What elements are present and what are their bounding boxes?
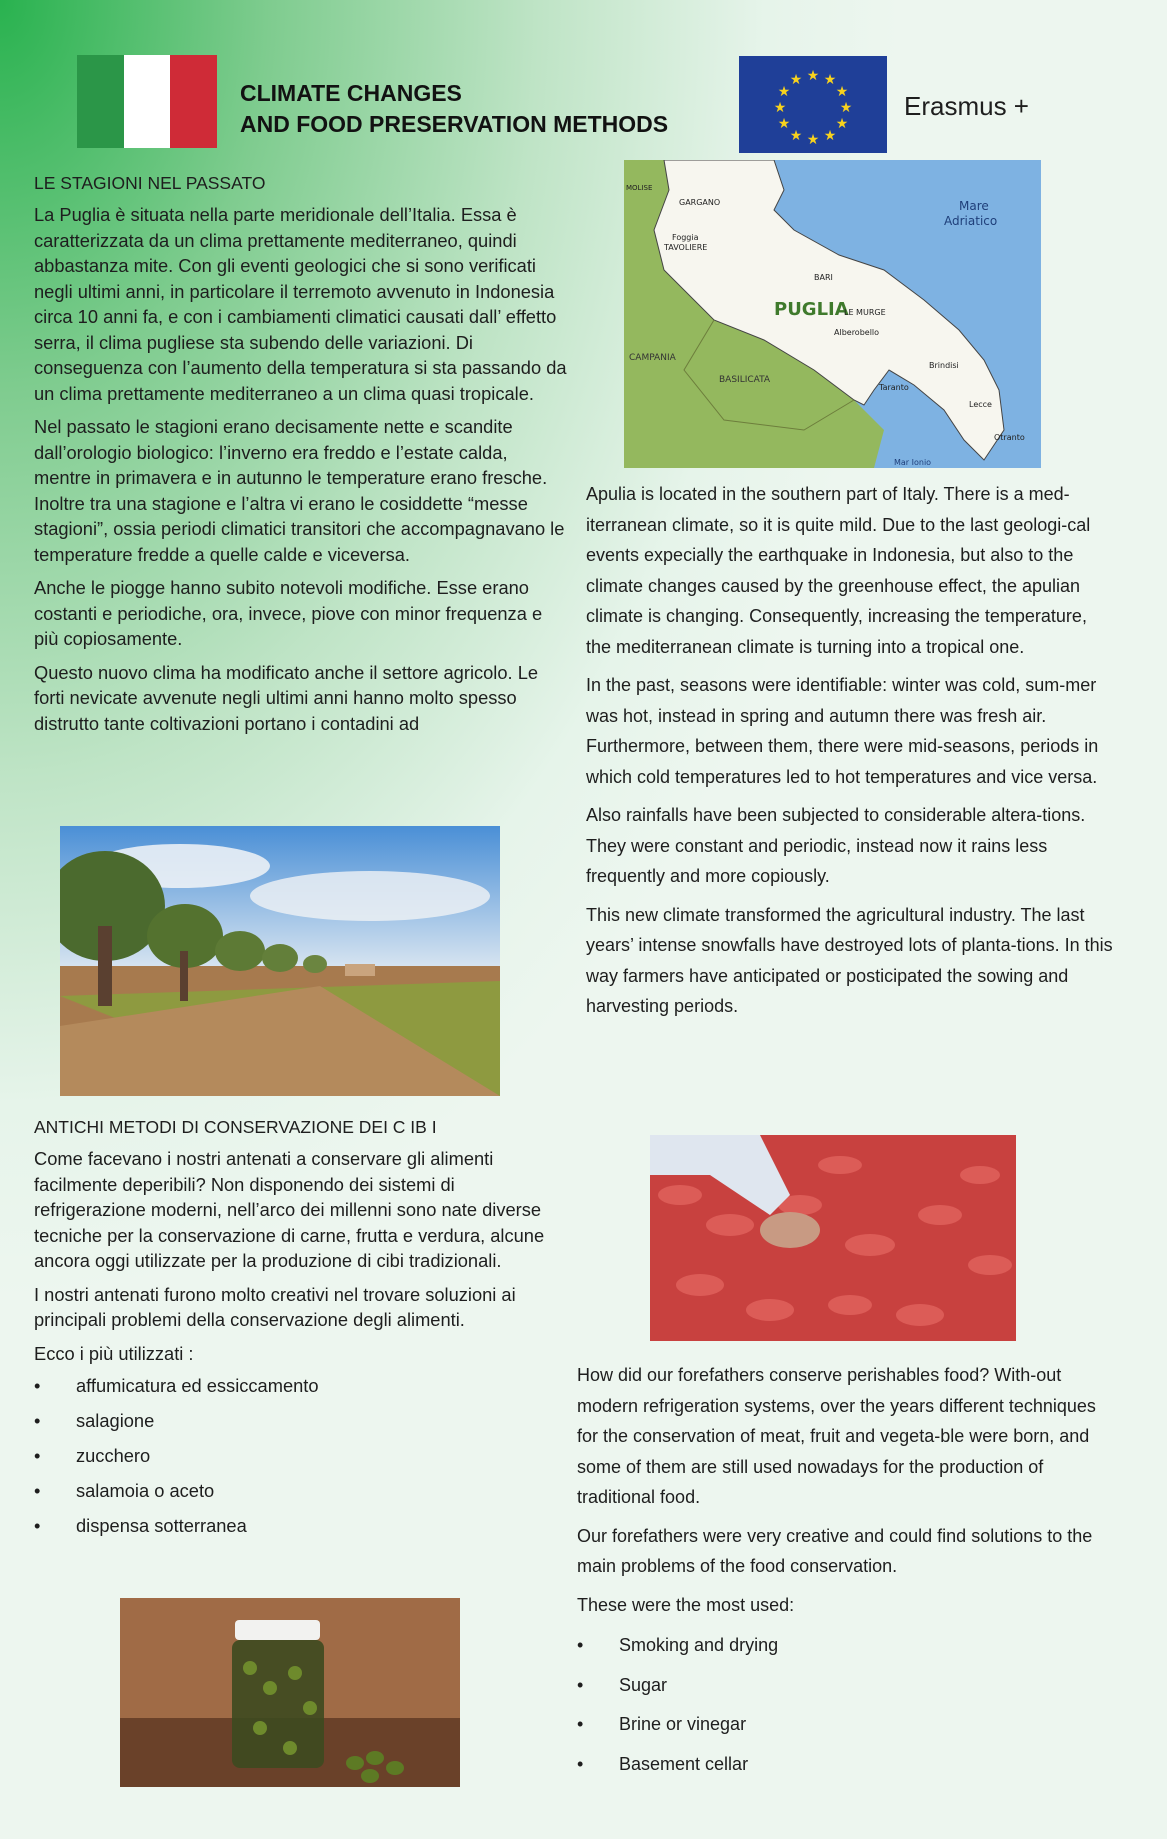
paragraph: How did our forefathers conserve perishables food? With-out modern refrigeration systems, over the years different techniques for the conservation of meat, fruit and vegeta-ble were born, and some of them are still used nowadays for the production of traditional food. (577, 1365, 1096, 1507)
svg-text:★: ★ (789, 128, 803, 144)
map-label-gargano: GARGANO (679, 198, 721, 207)
paragraph: This new climate transformed the agricultural industry. The last years’ intense snowfalls have destroyed lots of planta-tions. In this way farmers have anticipated or posticipated the sowing and harvesting periods. (586, 904, 1113, 1016)
list-item: • salagione (34, 1403, 569, 1438)
list-item: • affumicatura ed essiccamento (34, 1368, 569, 1403)
section-heading: ANTICHI METODI DI CONSERVAZIONE DEI C IB I (34, 1117, 437, 1137)
paragraph: These were the most used: (577, 1594, 795, 1615)
svg-text:★: ★ (777, 116, 791, 132)
section-heading: LE STAGIONI NEL PASSATO (34, 173, 266, 193)
paragraph: Our forefathers were very creative and could find solutions to the main problems of the food conservation. (577, 1525, 1093, 1576)
map-label-mare: Mare (959, 199, 989, 213)
list-item: • Smoking and drying (577, 1626, 1117, 1666)
methods-list-english (577, 1626, 1117, 1784)
italian-flag (77, 55, 217, 148)
map-label-otranto: Otranto (994, 433, 1025, 442)
puglia-map (624, 160, 1041, 468)
map-label-basilicata: BASILICATA (719, 375, 771, 385)
map-label-lecce: Lecce (969, 400, 992, 409)
svg-text:★: ★ (839, 100, 853, 116)
paragraph: La Puglia è situata nella parte meridionale dell’Italia. Essa è caratterizzata da un clima prettamente mediterraneo, quindi abbastanza mite. Con gli eventi geologici che si sono verificati negli ultimi anni, in particolare il terremoto avvenuto in Indonesia circa 10 anni fa, e con i cambiamenti climatici causati dall’ effetto serra, il clima pugliese sta subendo delle variazioni. Di conseguenza con l’aumento della temperatura si sta passando da un clima prettamente mediterraneo a un clima quasi tropicale. (34, 204, 567, 404)
italian-section-methods (34, 1116, 569, 1543)
svg-text:★: ★ (773, 100, 787, 116)
svg-text:★: ★ (823, 72, 837, 88)
svg-text:★: ★ (835, 84, 849, 100)
map-label-adriatico: Adriatico (944, 214, 998, 228)
svg-text:★: ★ (789, 72, 803, 88)
list-item: • Basement cellar (577, 1745, 1117, 1785)
title-line-2: AND FOOD PRESERVATION METHODS (240, 111, 669, 137)
paragraph: Questo nuovo clima ha modificato anche il settore agricolo. Le forti nevicate avvenute negli ultimi anni hanno molto spesso distrutto tante coltivazioni portano i contadini ad (34, 661, 539, 734)
dried-tomatoes-photo (650, 1135, 1016, 1341)
paragraph: Nel passato le stagioni erano decisamente nette e scandite dall’orologio biologico: l’inverno era freddo e l’estate calda, mentre in primavera e in autunno le temperature erano fresche. Inoltre tra una stagione e l’altra vi erano le cosiddette “messe stagioni”, ossia periodi climatici transitori che accompagnavano le temperature fredde a quelle calde e viceversa. (34, 416, 565, 565)
eu-flag (739, 56, 887, 153)
paragraph: In the past, seasons were identifiable: winter was cold, sum-mer was hot, instead in spring and autumn there was fresh air. Furthermore, between them, there were mid-seasons, periods in which cold temperatures led to hot temperatures and vice versa. (586, 675, 1099, 787)
map-label-alberobello: Alberobello (834, 328, 880, 337)
map-label-molise: MOLISE (626, 184, 653, 192)
svg-text:★: ★ (777, 84, 791, 100)
list-item: • Sugar (577, 1666, 1117, 1706)
map-label-le-murge: LE MURGE (844, 308, 886, 317)
svg-text:★: ★ (835, 116, 849, 132)
olives-jar-photo (120, 1598, 460, 1787)
map-label-tavoliere: TAVOLIERE (664, 243, 708, 252)
map-label-campania: CAMPANIA (629, 353, 676, 363)
map-label-mar-ionio: Mar Ionio (894, 458, 932, 467)
map-label-brindisi: Brindisi (929, 361, 959, 370)
list-item: • zucchero (34, 1438, 569, 1473)
italian-section-seasons (34, 172, 569, 744)
paragraph: Apulia is located in the southern part of Italy. There is a med-iterranean climate, so it is quite mild. Due to the last geologi-cal events expecially the earthquake in Indonesia, but also to the climate changes caused by the greenhouse effect, the apulian climate is changing. Consequently, increasing the temperature, the mediterranean climate is turning into a tropical one. (586, 484, 1091, 657)
list-item: • Brine or vinegar (577, 1705, 1117, 1745)
methods-list-italian (34, 1368, 569, 1543)
poster-title (240, 78, 668, 140)
svg-text:★: ★ (806, 132, 820, 148)
title-line-1: CLIMATE CHANGES (240, 80, 462, 106)
map-label-foggia: Foggia (672, 233, 699, 242)
svg-text:★: ★ (806, 68, 820, 84)
map-label-taranto: Taranto (879, 383, 909, 392)
paragraph: Also rainfalls have been subjected to considerable altera-tions. They were constant and periodic, instead now it rains less frequently and more copiously. (586, 805, 1086, 886)
list-item: • salamoia o aceto (34, 1473, 569, 1508)
map-label-bari: BARI (814, 273, 833, 282)
paragraph: Ecco i più utilizzati : (34, 1342, 194, 1364)
map-label-puglia: PUGLIA (774, 299, 849, 320)
olive-grove-painting (60, 826, 500, 1096)
erasmus-label: Erasmus + (904, 91, 1029, 121)
english-section-methods (577, 1360, 1117, 1784)
list-item: • dispensa sotterranea (34, 1508, 569, 1543)
paragraph: Anche le piogge hanno subito notevoli modifiche. Esse erano costanti e periodiche, ora, invece, piove con minor frequenza e più copiosamente. (34, 577, 543, 649)
svg-text:★: ★ (823, 128, 837, 144)
english-section-seasons (586, 479, 1114, 1030)
paragraph: I nostri antenati furono molto creativi nel trovare soluzioni ai principali problemi della conservazione degli alimenti. (34, 1283, 516, 1330)
paragraph: Come facevano i nostri antenati a conservare gli alimenti facilmente deperibili? Non disponendo dei sistemi di refrigerazione moderni, nell’arco dei millenni sono nate diverse tecniche per la conservazione di carne, frutta e verdura, alcune ancora oggi utilizzate per la produzione di cibi tradizionali. (34, 1148, 545, 1271)
